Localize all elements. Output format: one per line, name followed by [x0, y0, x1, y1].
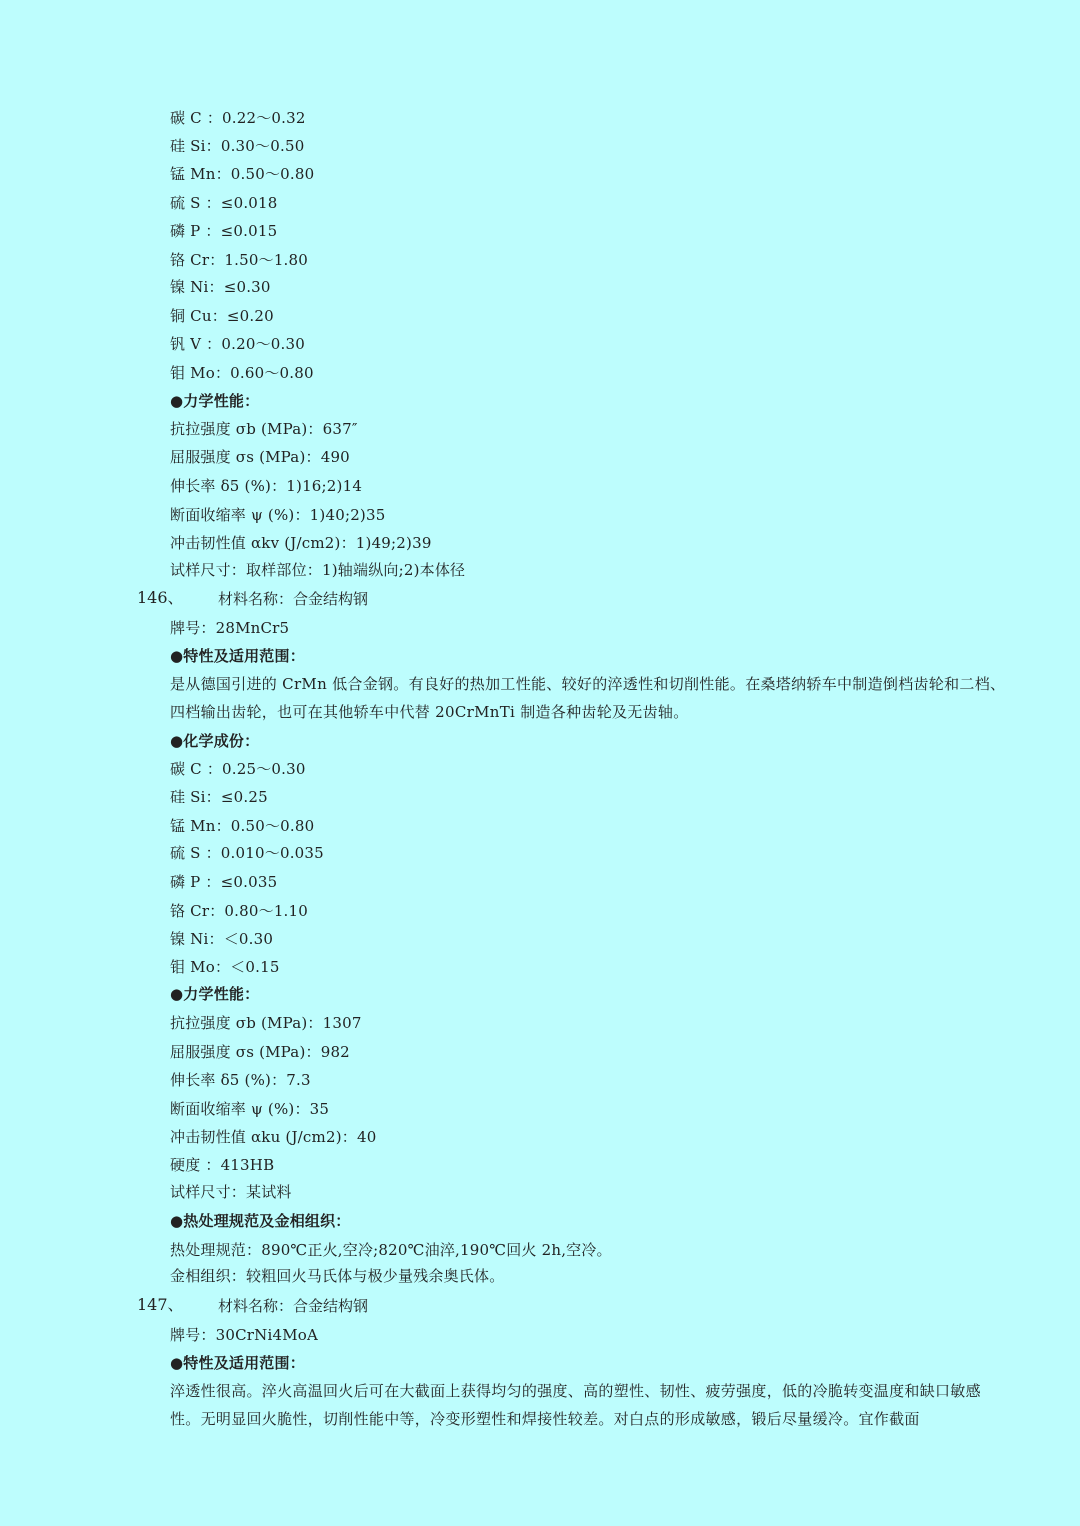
- chem-line: 硅 Si：≤0.25: [170, 788, 268, 806]
- material-name: 材料名称：合金结构钢: [218, 590, 369, 608]
- chem-line: 碳 C ：0.25～0.30: [170, 760, 306, 778]
- mech-line: 伸长率 δ5 (%)：1)16;2)14: [170, 477, 363, 495]
- chem-line: 铬 Cr：0.80～1.10: [170, 902, 309, 920]
- feature-paragraph: 是从德国引进的 CrMn 低合金钢。有良好的热加工性能、较好的淬透性和切削性能。在桑塔纳轿车中制造倒档齿轮和二档、四档输出齿轮，也可在其他轿车中代替 20CrMnTi 制造各种齿轮及无齿轴。: [170, 675, 1006, 721]
- mech-line: 伸长率 δ5 (%)：7.3: [170, 1071, 311, 1089]
- chem-line: 镍 Ni：≤0.30: [170, 278, 271, 296]
- mech-line: 屈服强度 σs (MPa)：490: [170, 448, 350, 466]
- section-heading: ●热处理规范及金相组织：: [170, 1212, 351, 1230]
- section-heading: ●化学成份：: [170, 732, 260, 750]
- section-heading: ●力学性能：: [170, 392, 260, 410]
- grade-line: 牌号：28MnCr5: [170, 619, 290, 637]
- mech-line: 断面收缩率 ψ (%)：1)40;2)35: [170, 506, 386, 524]
- material-name: 材料名称：合金结构钢: [218, 1297, 369, 1315]
- chem-line: 镍 Ni：＜0.30: [170, 930, 274, 948]
- mech-line: 冲击韧性值 αkv (J/cm2)：1)49;2)39: [170, 534, 432, 552]
- mech-line: 屈服强度 σs (MPa)：982: [170, 1043, 350, 1061]
- chem-line: 硫 S ：≤0.018: [170, 194, 278, 212]
- chem-line: 碳 C ：0.22～0.32: [170, 109, 306, 127]
- entry-number: 147、: [137, 1295, 184, 1314]
- chem-line: 磷 P ：≤0.015: [170, 222, 278, 240]
- mech-line: 断面收缩率 ψ (%)：35: [170, 1100, 330, 1118]
- mech-line: 抗拉强度 σb (MPa)：1307: [170, 1014, 362, 1032]
- chem-line: 锰 Mn：0.50～0.80: [170, 817, 315, 835]
- chem-line: 磷 P ：≤0.035: [170, 873, 278, 891]
- section-heading: ●特性及适用范围：: [170, 1354, 305, 1372]
- mech-line: 试样尺寸：取样部位：1)轴端纵向;2)本体径: [170, 561, 466, 579]
- chem-line: 硅 Si：0.30～0.50: [170, 137, 305, 155]
- chem-line: 铜 Cu：≤0.20: [170, 307, 274, 325]
- heat-line: 金相组织：较粗回火马氏体与极少量残余奥氏体。: [170, 1267, 505, 1285]
- chem-line: 锰 Mn：0.50～0.80: [170, 165, 315, 183]
- mech-line: 抗拉强度 σb (MPa)：637″: [170, 420, 358, 438]
- section-heading: ●力学性能：: [170, 985, 260, 1003]
- chem-line: 钒 V ：0.20～0.30: [170, 335, 305, 353]
- feature-paragraph: 淬透性很高。淬火高温回火后可在大截面上获得均匀的强度、高的塑性、韧性、疲劳强度，低的冷脆转变温度和缺口敏感性。无明显回火脆性，切削性能中等，冷变形塑性和焊接性较差。对白点的形成敏感，锻后尽量缓冷。宜作截面: [170, 1382, 981, 1428]
- chem-line: 硫 S ：0.010～0.035: [170, 844, 324, 862]
- mech-line: 硬度 ：413HB: [170, 1156, 275, 1174]
- entry-number: 146、: [137, 588, 184, 607]
- chem-line: 钼 Mo：0.60～0.80: [170, 364, 314, 382]
- mech-line: 冲击韧性值 αku (J/cm2)：40: [170, 1128, 377, 1146]
- section-heading: ●特性及适用范围：: [170, 647, 305, 665]
- grade-line: 牌号：30CrNi4MoA: [170, 1326, 319, 1344]
- heat-line: 热处理规范：890℃正火,空冷;820℃油淬,190℃回火 2h,空冷。: [170, 1241, 612, 1259]
- mech-line: 试样尺寸：某试料: [170, 1183, 292, 1201]
- chem-line: 钼 Mo：＜0.15: [170, 958, 280, 976]
- chem-line: 铬 Cr：1.50～1.80: [170, 251, 309, 269]
